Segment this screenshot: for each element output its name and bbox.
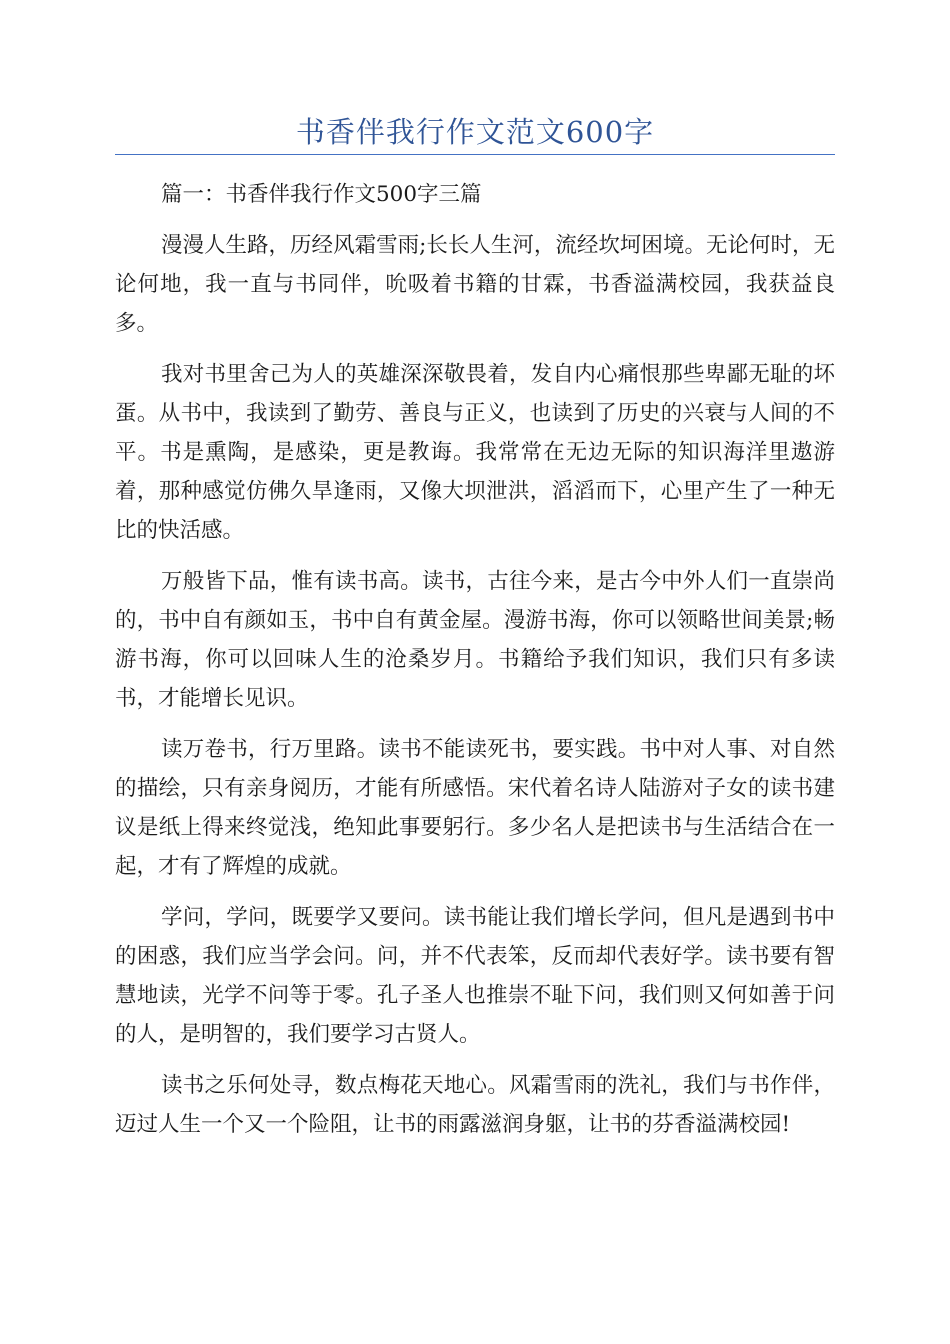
section-heading: 篇一：书香伴我行作文500字三篇: [161, 182, 482, 207]
document-title: 书香伴我行作文范文600字: [295, 115, 655, 149]
paragraph-1: 漫漫人生路，历经风霜雪雨;长长人生河，流经坎坷困境。无论何时，无论何地，我一直与书同伴，吮吸着书籍的甘霖，书香溢满校园，我获益良多。: [115, 233, 835, 336]
paragraph-3: 万般皆下品，惟有读书高。读书，古往今来，是古今中外人们一直崇尚的，书中自有颜如玉，书中自有黄金屋。漫游书海，你可以领略世间美景;畅游书海，你可以回味人生的沧桑岁月。书籍给予我们知识，我们只有多读书，才能增长见识。: [115, 569, 835, 711]
document-body: [115, 175, 835, 1156]
paragraph-4: 读万卷书，行万里路。读书不能读死书，要实践。书中对人事、对自然的描绘，只有亲身阅历，才能有所感悟。宋代着名诗人陆游对子女的读书建议是纸上得来终觉浅，绝知此事要躬行。多少名人是把读书与生活结合在一起，才有了辉煌的成就。: [115, 737, 835, 879]
paragraph-5: 学问，学问，既要学又要问。读书能让我们增长学问，但凡是遇到书中的困惑，我们应当学会问。问，并不代表笨，反而却代表好学。读书要有智慧地读，光学不问等于零。孔子圣人也推崇不耻下问，我们则又何如善于问的人，是明智的，我们要学习古贤人。: [115, 905, 835, 1047]
paragraph-6: 读书之乐何处寻，数点梅花天地心。风霜雪雨的洗礼，我们与书作伴，迈过人生一个又一个险阻，让书的雨露滋润身躯，让书的芬香溢满校园!: [115, 1073, 835, 1137]
paragraph-2: 我对书里舍己为人的英雄深深敬畏着，发自内心痛恨那些卑鄙无耻的坏蛋。从书中，我读到了勤劳、善良与正义，也读到了历史的兴衰与人间的不平。书是熏陶，是感染，更是教诲。我常常在无边无际的知识海洋里遨游着，那种感觉仿佛久旱逢雨，又像大坝泄洪，滔滔而下，心里产生了一种无比的快活感。: [115, 362, 835, 543]
title-underline-rule: [115, 154, 835, 155]
